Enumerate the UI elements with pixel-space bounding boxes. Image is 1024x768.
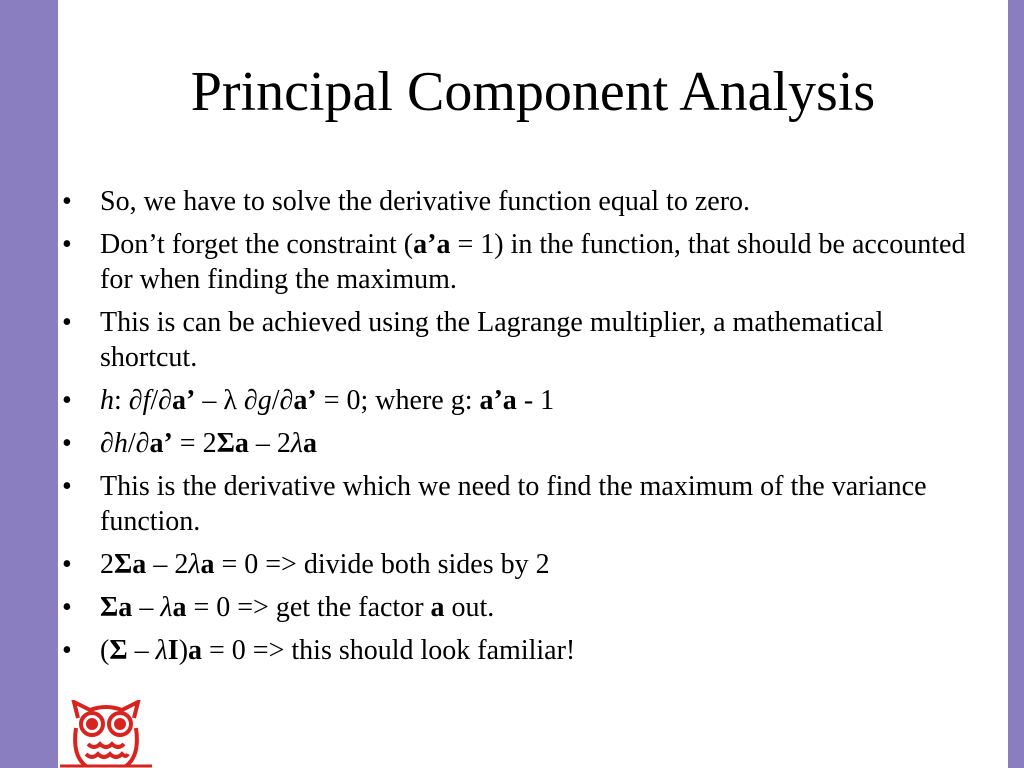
bullet-text: h — [100, 385, 114, 416]
bullet-text: a — [430, 592, 445, 623]
bullet-text: This is the derivative which we need to find the maximum of the variance function. — [100, 471, 927, 537]
bullet-text: So, we have to solve the derivative function equal to zero. — [100, 186, 751, 217]
bullet-text: λ — [155, 635, 168, 666]
bullet-text: Don’t forget the constraint ( — [100, 229, 414, 260]
bullet-text: : ∂ — [114, 385, 143, 416]
owl-logo-icon — [60, 700, 152, 768]
bullet-text: – — [132, 592, 161, 623]
bullet-text: - 1 — [516, 385, 555, 416]
bullet-text: = 2 — [172, 428, 217, 459]
bullet-text: λ — [188, 549, 201, 580]
bullet-text: = 0 => get the factor — [186, 592, 431, 623]
bullet-text: a — [188, 635, 203, 666]
bullet-text: f — [142, 385, 151, 416]
bullet-item — [62, 547, 982, 582]
bullet-text: ∂ — [100, 428, 114, 459]
bullet-text: = 0; where g: — [316, 385, 480, 416]
slide — [58, 0, 1008, 768]
bullet-text: Σa — [216, 428, 249, 459]
bullet-text: a’a — [413, 229, 451, 260]
bullet-text: a’ — [149, 428, 173, 459]
bullet-item — [62, 383, 982, 418]
bullet-text: a — [200, 549, 215, 580]
bullet-text: = 1) in the function, that should be accounted for when finding the maximum. — [100, 229, 966, 295]
bullet-item — [62, 469, 982, 539]
bullet-text: a’ — [172, 385, 196, 416]
bullet-item — [62, 633, 982, 668]
bullet-item — [62, 305, 982, 375]
bullet-text: Σa — [114, 549, 147, 580]
bullet-item — [62, 426, 982, 461]
bullet-text: out. — [444, 592, 495, 623]
slide-title: Principal Component Analysis — [190, 61, 876, 123]
bullet-text: – 2 — [146, 549, 189, 580]
bullet-text: This is can be achieved using the Lagrange multiplier, a mathematical shortcut. — [100, 307, 884, 373]
bullet-text: /∂ — [271, 385, 294, 416]
bullet-text: = 0 => this should look familiar! — [202, 635, 576, 666]
bullet-text: a’a — [479, 385, 517, 416]
bullet-text: Σa — [100, 592, 133, 623]
bullet-item — [62, 184, 982, 219]
bullet-text: g — [257, 385, 272, 416]
bullet-list — [62, 184, 982, 676]
bullet-text: – 2 — [248, 428, 291, 459]
bullet-text: I — [167, 635, 179, 666]
bullet-text: Σ — [109, 635, 128, 666]
bullet-text: – λ ∂ — [195, 385, 258, 416]
bullet-text: /∂ — [127, 428, 150, 459]
bullet-text: a — [172, 592, 187, 623]
bullet-text: a — [303, 428, 318, 459]
bullet-text: 2 — [100, 549, 114, 580]
bullet-text: λ — [160, 592, 173, 623]
bullet-item — [62, 227, 982, 297]
bullet-text: = 0 => divide both sides by 2 — [214, 549, 550, 580]
bullet-item — [62, 590, 982, 625]
bullet-text: /∂ — [150, 385, 173, 416]
bullet-text: ( — [100, 635, 110, 666]
bullet-text: – — [127, 635, 156, 666]
bullet-text: λ — [290, 428, 304, 459]
bullet-text: h — [113, 428, 128, 459]
bullet-text: a’ — [293, 385, 317, 416]
bullet-text: ) — [178, 635, 189, 666]
